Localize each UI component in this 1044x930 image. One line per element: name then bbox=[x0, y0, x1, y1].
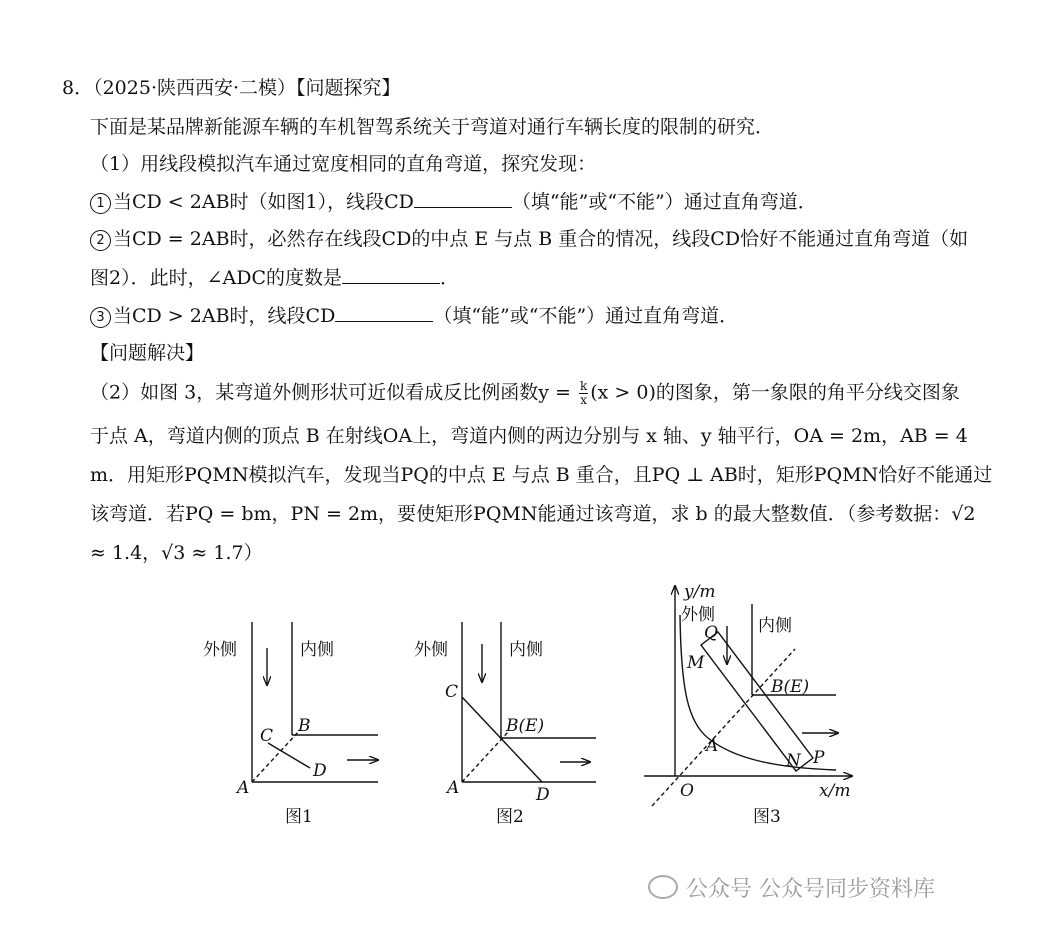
circled-number-2: 2 bbox=[90, 230, 111, 251]
watermark-text: 公众号 公众号同步资料库 bbox=[686, 877, 935, 902]
fig2-label-d: D bbox=[536, 785, 550, 805]
fig2-inner-label: 内侧 bbox=[509, 640, 543, 660]
item2-line2 bbox=[90, 265, 459, 290]
part2-line1-pre: （2）如图 3，某弯道外侧形状可近似看成反比例函数y = bbox=[90, 381, 577, 404]
part2-line3: m．用矩形PQMN模拟汽车，发现当PQ的中点 E 与点 B 重合，且PQ ⊥ AB时，矩形PQMN恰好不能通过 bbox=[90, 464, 993, 486]
fig1-caption: 图1 bbox=[285, 807, 313, 827]
item2-line1 bbox=[90, 227, 968, 251]
part2-line5: ≈ 1.4，√3 ≈ 1.7） bbox=[90, 542, 263, 564]
part2-line1-post: (x > 0)的图象，第一象限的角平分线交图象 bbox=[590, 381, 960, 404]
fig3-caption: 图3 bbox=[753, 807, 781, 827]
fraction-k-over-x bbox=[579, 380, 588, 407]
item1 bbox=[90, 189, 817, 214]
fig2-diagonal-ab bbox=[462, 732, 508, 782]
figure-1 bbox=[252, 622, 378, 782]
item3-pre: 当CD > 2AB时，线段CD bbox=[113, 305, 336, 327]
fig2-label-be: B(E) bbox=[506, 716, 545, 736]
part2-line4: 该弯道．若PQ = bm，PN = 2m，要使矩形PQMN能通过该弯道，求 b 的最大整数值．（参考数据：√2 bbox=[90, 503, 976, 525]
fig3-label-n: N bbox=[786, 751, 801, 771]
fig1-inner-label: 内侧 bbox=[300, 640, 334, 660]
fig2-label-c: C bbox=[445, 682, 459, 702]
wechat-icon bbox=[648, 875, 678, 899]
figure-3-labels bbox=[680, 582, 850, 827]
fig3-label-o: O bbox=[680, 781, 694, 801]
circled-number-1: 1 bbox=[90, 193, 111, 214]
watermark bbox=[648, 872, 935, 903]
fig2-caption: 图2 bbox=[496, 807, 524, 827]
section-tag-exploration: 【问题探究】 bbox=[296, 77, 401, 99]
item2-line2-post: ． bbox=[440, 267, 460, 289]
part2-line2: 于点 A，弯道内侧的顶点 B 在射线OA上，弯道内侧的两边分别与 x 轴、y 轴平行，OA = 2m，AB = 4 bbox=[90, 425, 968, 447]
fig3-label-a: A bbox=[706, 736, 719, 756]
fraction-denominator: x bbox=[580, 393, 587, 407]
fig3-label-p: P bbox=[813, 748, 825, 768]
fig3-y-axis-label: y/m bbox=[684, 582, 716, 602]
part1-text: （1）用线段模拟汽车通过宽度相同的直角弯道，探究发现： bbox=[90, 153, 597, 175]
problem-source: （2025·陕西西安·二模） bbox=[93, 77, 297, 99]
fig1-label-a: A bbox=[237, 778, 250, 798]
answer-blank-1 bbox=[414, 189, 512, 208]
fig3-x-axis-label: x/m bbox=[819, 781, 851, 801]
figure-2-labels bbox=[414, 640, 550, 827]
item2-line2-pre: 图2）．此时，∠ADC的度数是 bbox=[90, 267, 343, 289]
circled-number-3: 3 bbox=[90, 307, 111, 328]
fig3-hyperbola-curve bbox=[680, 615, 836, 770]
fig3-label-q: Q bbox=[704, 623, 718, 643]
fig1-label-b: B bbox=[298, 716, 311, 736]
figure-1-labels bbox=[203, 640, 334, 827]
figure-3 bbox=[644, 586, 852, 806]
fig1-segment-cd bbox=[268, 743, 310, 768]
fig3-label-be: B(E) bbox=[771, 677, 810, 697]
part2-line1 bbox=[90, 380, 960, 407]
problem-header bbox=[62, 76, 401, 100]
figure-2 bbox=[462, 622, 596, 782]
fig2-segment-cd bbox=[462, 697, 545, 782]
fig1-diagonal-ab bbox=[252, 730, 300, 782]
item3-post: （填“能”或“不能”）通过直角弯道． bbox=[433, 305, 739, 327]
answer-blank-3 bbox=[335, 303, 433, 322]
fig1-label-d: D bbox=[313, 761, 327, 781]
item2-text: 当CD = 2AB时，必然存在线段CD的中点 E 与点 B 重合的情况，线段CD恰好不能通过直角弯道（如 bbox=[113, 228, 969, 250]
fig3-rectangle-pqmn bbox=[701, 632, 813, 771]
fig3-label-m: M bbox=[687, 653, 705, 673]
fig2-label-a: A bbox=[447, 778, 460, 798]
fig3-inner-label: 内侧 bbox=[758, 616, 792, 636]
problem-number: 8． bbox=[62, 77, 94, 99]
fig3-outer-label: 外侧 bbox=[681, 605, 715, 625]
intro-text: 下面是某品牌新能源车辆的车机智驾系统关于弯道对通行车辆长度的限制的研究． bbox=[90, 116, 775, 138]
fig2-outer-label: 外侧 bbox=[414, 640, 448, 660]
fig1-label-c: C bbox=[260, 726, 274, 746]
fig1-outer-label: 外侧 bbox=[203, 640, 237, 660]
item3 bbox=[90, 303, 738, 328]
section-tag-solution: 【问题解决】 bbox=[90, 342, 205, 364]
fig3-bisector bbox=[652, 649, 795, 806]
fraction-numerator: k bbox=[579, 379, 588, 393]
item1-pre: 当CD < 2AB时（如图1），线段CD bbox=[113, 191, 414, 213]
item1-post: （填“能”或“不能”）通过直角弯道． bbox=[511, 191, 817, 213]
answer-blank-2 bbox=[342, 265, 440, 284]
